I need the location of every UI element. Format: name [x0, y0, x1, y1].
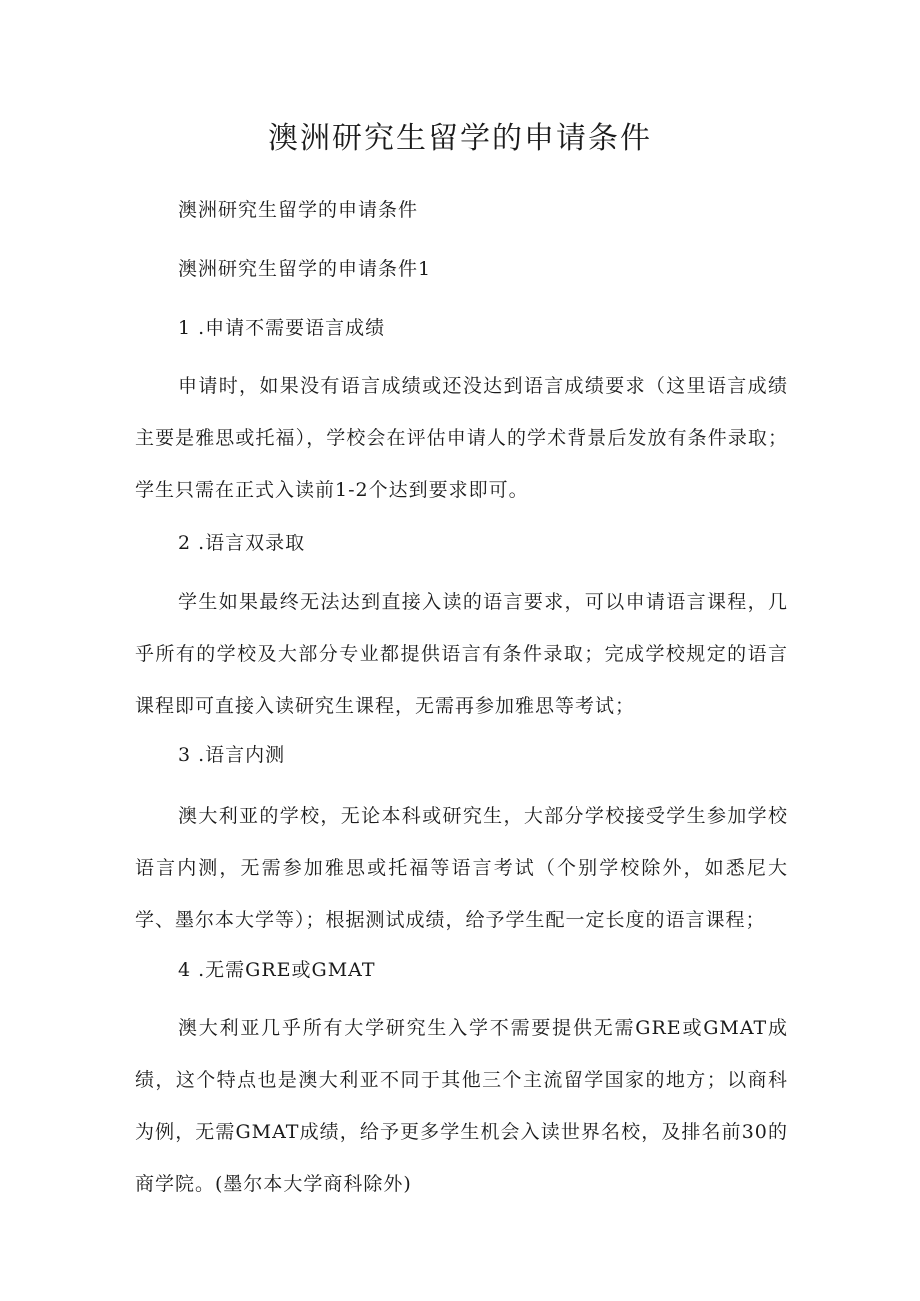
item-heading-3: 3 .语言内测: [178, 744, 286, 766]
item-heading-2: 2 .语言双录取: [178, 532, 306, 554]
document-title: 澳洲研究生留学的申请条件: [268, 121, 652, 156]
item-body-1: 申请时，如果没有语言成绩或还没达到语言成绩要求（这里语言成绩主要是雅思或托福），学校会在评估申请人的学术背景后发放有条件录取；学生只需在正式入读前1-2个达到要求即可。: [135, 375, 788, 501]
document-subtitle: 澳洲研究生留学的申请条件: [178, 199, 419, 221]
item-body-2: 学生如果最终无法达到直接入读的语言要求，可以申请语言课程，几乎所有的学校及大部分专业都提供语言有条件录取；完成学校规定的语言课程即可直接入读研究生课程，无需再参加雅思等考试；: [135, 591, 788, 717]
item-heading-1: 1 .申请不需要语言成绩: [178, 317, 386, 339]
section-heading: 澳洲研究生留学的申请条件1: [178, 258, 432, 280]
item-body-4: 澳大利亚几乎所有大学研究生入学不需要提供无需GRE或GMAT成绩，这个特点也是澳大利亚不同于其他三个主流留学国家的地方；以商科为例，无需GMAT成绩，给予更多学生机会入读世界名校，及排名前30的商学院。(墨尔本大学商科除外): [135, 1017, 788, 1195]
item-heading-4: 4 .无需GRE或GMAT: [178, 959, 376, 981]
item-body-3: 澳大利亚的学校，无论本科或研究生，大部分学校接受学生参加学校语言内测，无需参加雅思或托福等语言考试（个别学校除外，如悉尼大学、墨尔本大学等）；根据测试成绩，给予学生配一定长度的语言课程；: [135, 805, 788, 931]
